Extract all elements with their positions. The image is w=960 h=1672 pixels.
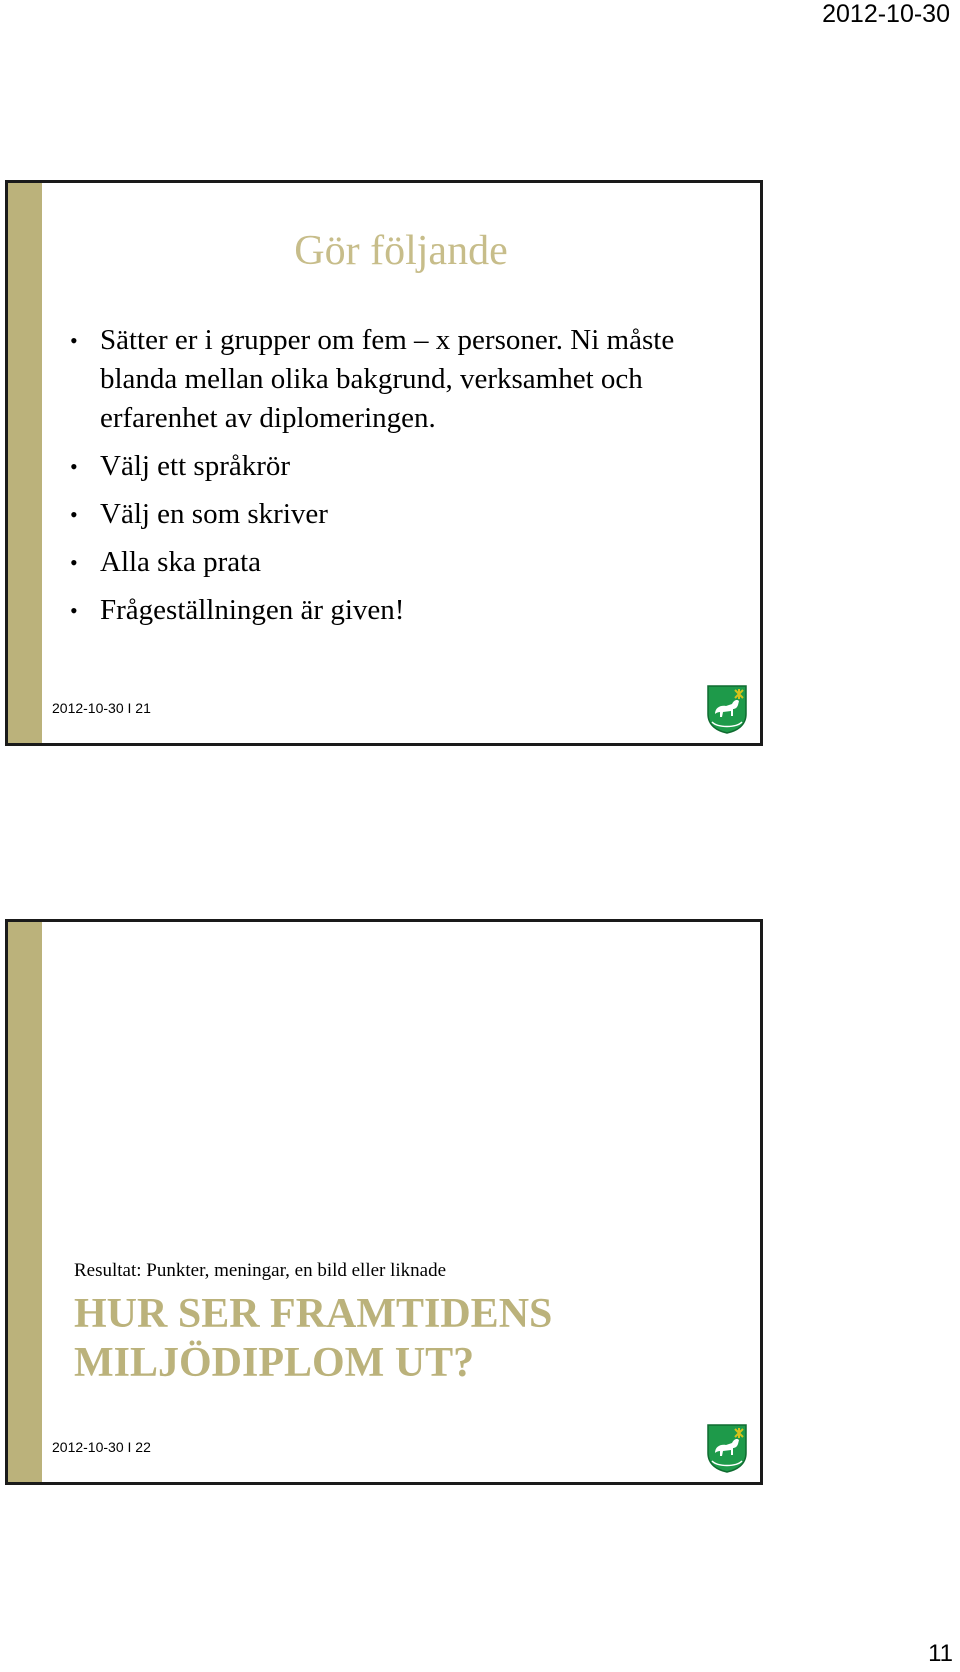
bullet-item	[68, 495, 748, 534]
bullet-item	[68, 447, 748, 486]
slide-title-line: HUR SER FRAMTIDENS	[74, 1291, 553, 1337]
bullet-item	[68, 543, 748, 582]
slide-title: Gör följande	[294, 228, 508, 274]
bullet-item	[68, 591, 748, 630]
bullet-text: Sätter er i grupper om fem – x personer. Ni måste blanda mellan olika bakgrund, verksamhet och erfarenhet av diplomeringen.	[100, 324, 675, 434]
bullet-icon: •	[70, 550, 78, 575]
slide-accent-bar	[8, 183, 42, 743]
page-header-date: 2012-10-30	[822, 0, 950, 28]
bullet-icon: •	[70, 502, 78, 527]
slide-title	[74, 1290, 734, 1388]
bullet-text: Välj en som skriver	[100, 498, 328, 530]
slide-footer: 2012-10-30 I 21	[52, 700, 151, 716]
bullet-icon: •	[70, 454, 78, 479]
page-number: 11	[928, 1640, 953, 1667]
slide-21	[5, 180, 763, 746]
bullet-text: Välj ett språkrör	[100, 450, 291, 482]
bullet-icon: •	[70, 328, 78, 353]
slide-22	[5, 919, 763, 1485]
slide-accent-bar	[8, 922, 42, 1482]
slide-title-line: MILJÖDIPLOM UT?	[74, 1340, 475, 1386]
bullet-icon: •	[70, 598, 78, 623]
bullet-item	[68, 321, 748, 438]
slide-footer: 2012-10-30 I 22	[52, 1439, 151, 1455]
slide-subtitle: Resultat: Punkter, meningar, en bild eller liknade	[74, 1260, 447, 1281]
bullet-list	[68, 321, 748, 639]
bullet-text: Frågeställningen är given!	[100, 594, 405, 626]
municipal-crest-icon	[706, 1423, 748, 1473]
bullet-text: Alla ska prata	[100, 546, 262, 578]
municipal-crest-icon	[706, 684, 748, 734]
